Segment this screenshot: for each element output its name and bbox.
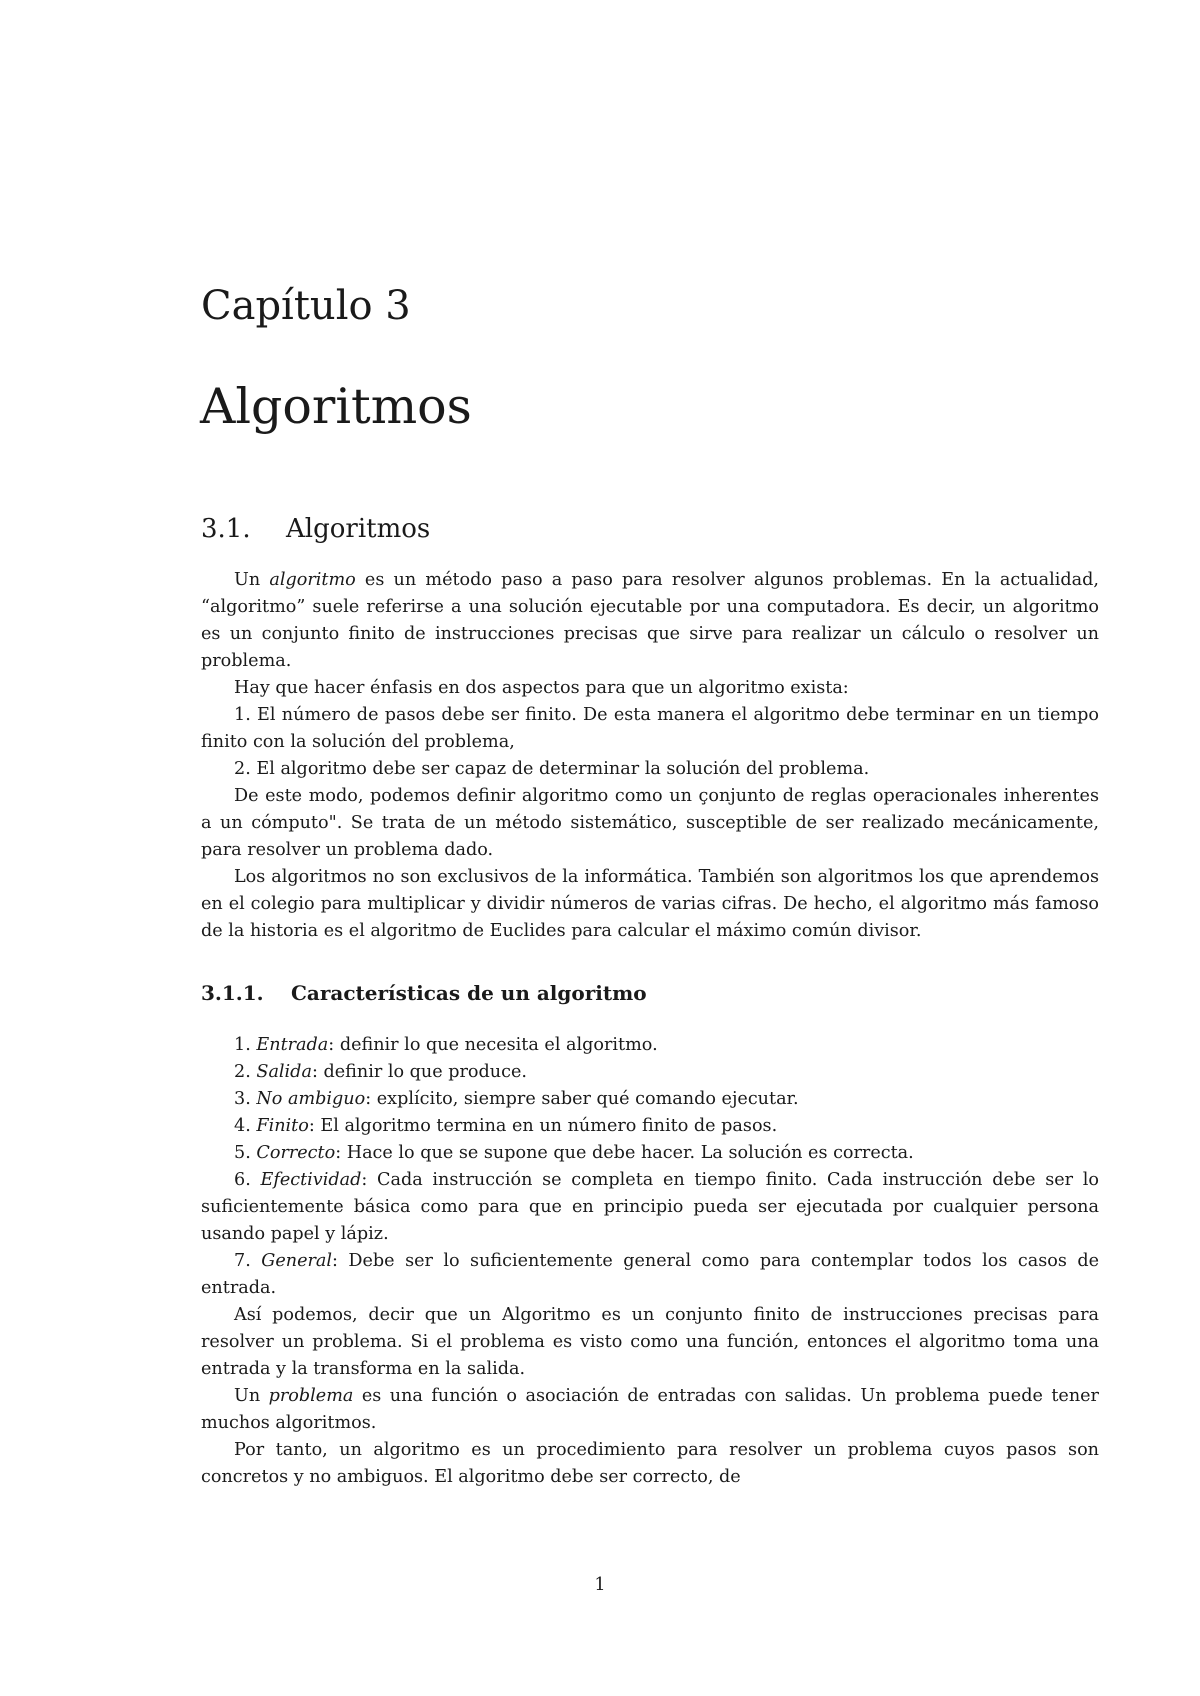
emphasis: Efectividad — [260, 1170, 362, 1190]
section-number: 3.1. — [201, 514, 251, 544]
emphasis: algoritmo — [269, 570, 356, 590]
emphasis: Finito — [256, 1116, 309, 1136]
list-item: 2. El algoritmo debe ser capaz de determinar la solución del problema. — [234, 759, 870, 779]
list-item: 6. Efectividad: Cada instrucción se completa en tiempo finito. Cada instrucción debe ser lo suficientemente básica como para que en principio pueda ser ejecutada por cualquier persona usando papel y lápiz. — [201, 1170, 1099, 1244]
emphasis: No ambiguo — [256, 1089, 366, 1109]
subsection-number: 3.1.1. — [201, 981, 264, 1005]
page-number: 1 — [594, 1575, 606, 1595]
emphasis: Entrada — [256, 1035, 329, 1055]
emphasis: General — [261, 1251, 333, 1271]
paragraph: Los algoritmos no son exclusivos de la informática. También son algoritmos los que aprendemos en el colegio para multiplicar y dividir números de varias cifras. De hecho, el algoritmo más famoso de la historia es el algoritmo de Euclides para calcular el máximo común divisor. — [201, 867, 1099, 941]
emphasis: problema — [268, 1386, 354, 1406]
list-item: 1. El número de pasos debe ser finito. De esta manera el algoritmo debe terminar en un tiempo finito con la solución del problema, — [201, 705, 1099, 752]
list-item: 7. General: Debe ser lo suficientemente general como para contemplar todos los casos de entrada. — [201, 1251, 1099, 1298]
section-body — [201, 567, 1099, 945]
list-item: 3. No ambiguo: explícito, siempre saber qué comando ejecutar. — [234, 1089, 799, 1109]
subsection-heading — [201, 980, 647, 1006]
list-item: 2. Salida: definir lo que produce. — [234, 1062, 527, 1082]
paragraph: Así podemos, decir que un Algoritmo es un conjunto finito de instrucciones precisas para resolver un problema. Si el problema es visto como una función, entonces el algoritmo toma una entrada y la transforma en la salida. — [201, 1305, 1099, 1379]
list-item: 5. Correcto: Hace lo que se supone que debe hacer. La solución es correcta. — [234, 1143, 914, 1163]
paragraph: Hay que hacer énfasis en dos aspectos para que un algoritmo exista: — [234, 678, 849, 698]
list-item: 1. Entrada: definir lo que necesita el algoritmo. — [234, 1035, 658, 1055]
subsection-body — [201, 1032, 1099, 1491]
paragraph: De este modo, podemos definir algoritmo como un çonjunto de reglas operacionales inherentes a un cómputo". Se trata de un método sistemático, susceptible de ser realizado mecánicamente, para resolver un problema dado. — [201, 786, 1099, 860]
chapter-title: Algoritmos — [200, 378, 472, 435]
paragraph: Un problema es una función o asociación de entradas con salidas. Un problema puede tener muchos algoritmos. — [201, 1386, 1099, 1433]
paragraph: Un algoritmo es un método paso a paso para resolver algunos problemas. En la actualidad, “algoritmo” suele referirse a una solución ejecutable por una computadora. Es decir, un algoritmo es un conjunto finito de instrucciones precisas que sirve para realizar un cálculo o resolver un problema. — [201, 570, 1099, 671]
section-title: Algoritmos — [286, 514, 431, 544]
emphasis: Correcto — [256, 1143, 336, 1163]
emphasis: Salida — [256, 1062, 312, 1082]
subsection-title: Características de un algoritmo — [291, 981, 647, 1005]
paragraph: Por tanto, un algoritmo es un procedimiento para resolver un problema cuyos pasos son concretos y no ambiguos. El algoritmo debe ser correcto, de — [201, 1440, 1099, 1487]
list-item: 4. Finito: El algoritmo termina en un número finito de pasos. — [234, 1116, 778, 1136]
section-heading — [201, 513, 430, 545]
chapter-label: Capítulo 3 — [201, 283, 411, 329]
